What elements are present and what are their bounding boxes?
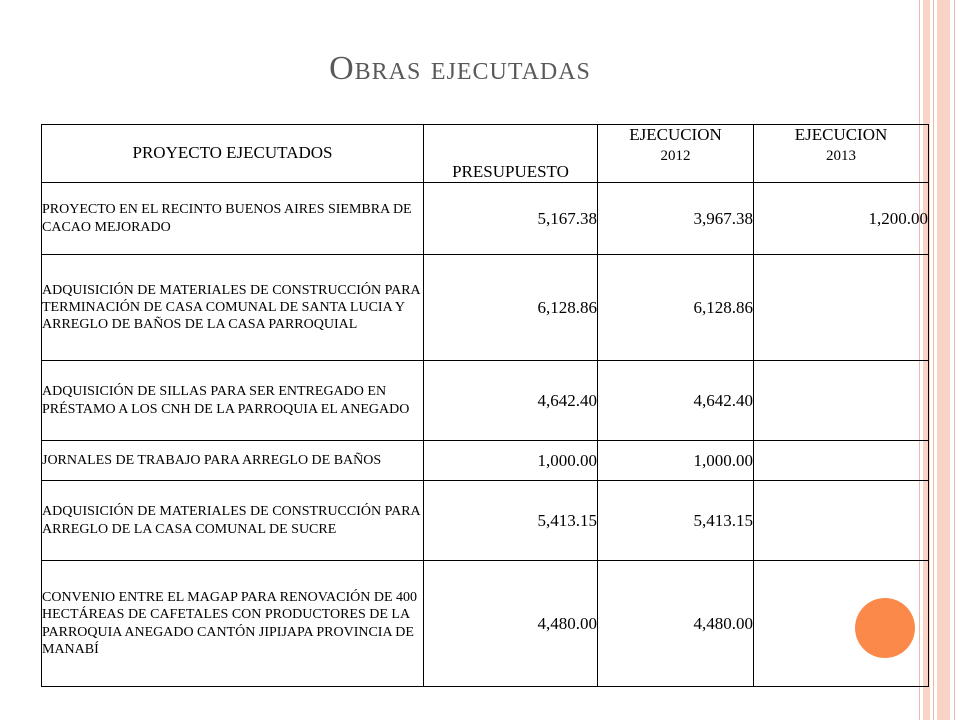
cell-presupuesto: 4,642.40	[424, 361, 598, 441]
header-ejecucion-2013	[754, 125, 929, 183]
cell-proyecto: ADQUISICIÓN DE SILLAS PARA SER ENTREGADO EN PRÉSTAMO A LOS CNH DE LA PARROQUIA EL ANEGADO	[42, 361, 424, 441]
table-row	[42, 255, 929, 361]
cell-presupuesto: 5,413.15	[424, 481, 598, 561]
projects-table	[41, 124, 929, 687]
header-ejecucion-2013-label: EJECUCION	[794, 125, 888, 144]
cell-ejecucion-2012: 4,642.40	[598, 361, 754, 441]
cell-proyecto: CONVENIO ENTRE EL MAGAP PARA RENOVACIÓN DE 400 HECTÁREAS DE CAFETALES CON PRODUCTORES DE LA PARROQUIA ANEGADO CANTÓN JIPIJAPA PROVINCIA DE MANABÍ	[42, 561, 424, 687]
cell-ejecucion-2013	[754, 255, 929, 361]
table-row	[42, 561, 929, 687]
cell-ejecucion-2012: 4,480.00	[598, 561, 754, 687]
frame-band	[937, 0, 950, 720]
cell-ejecucion-2012: 1,000.00	[598, 441, 754, 481]
header-proyecto: PROYECTO EJECUTADOS	[42, 125, 424, 183]
cell-presupuesto: 5,167.38	[424, 183, 598, 255]
cell-proyecto: JORNALES DE TRABAJO PARA ARREGLO DE BAÑOS	[42, 441, 424, 481]
cell-presupuesto: 1,000.00	[424, 441, 598, 481]
cell-ejecucion-2013: 1,200.00	[754, 183, 929, 255]
header-ejecucion-2012-label: EJECUCION	[629, 125, 722, 144]
cell-ejecucion-2013	[754, 481, 929, 561]
header-presupuesto: PRESUPUESTO	[424, 125, 598, 183]
cell-proyecto: PROYECTO EN EL RECINTO BUENOS AIRES SIEMBRA DE CACAO MEJORADO	[42, 183, 424, 255]
cell-ejecucion-2013	[754, 441, 929, 481]
table-row	[42, 481, 929, 561]
header-ejecucion-2012-year: 2012	[660, 148, 691, 165]
slide-title: Obras ejecutadas	[329, 50, 591, 87]
header-ejecucion-2013-year: 2013	[826, 148, 856, 165]
frame-line	[933, 0, 934, 720]
cell-presupuesto: 6,128.86	[424, 255, 598, 361]
cell-presupuesto: 4,480.00	[424, 561, 598, 687]
header-ejecucion-2012	[598, 125, 754, 183]
table-row	[42, 183, 929, 255]
table-header-row	[42, 125, 929, 183]
cell-ejecucion-2012: 3,967.38	[598, 183, 754, 255]
cell-ejecucion-2012: 6,128.86	[598, 255, 754, 361]
frame-line	[954, 0, 955, 720]
cell-proyecto: ADQUISICIÓN DE MATERIALES DE CONSTRUCCIÓN PARA ARREGLO DE LA CASA COMUNAL DE SUCRE	[42, 481, 424, 561]
table-row	[42, 441, 929, 481]
cell-proyecto: ADQUISICIÓN DE MATERIALES DE CONSTRUCCIÓN PARA TERMINACIÓN DE CASA COMUNAL DE SANTA LUCIA Y ARREGLO DE BAÑOS DE LA CASA PARROQUIAL	[42, 255, 424, 361]
decorative-circle	[855, 598, 915, 658]
table-row	[42, 361, 929, 441]
cell-ejecucion-2013	[754, 361, 929, 441]
cell-ejecucion-2012: 5,413.15	[598, 481, 754, 561]
